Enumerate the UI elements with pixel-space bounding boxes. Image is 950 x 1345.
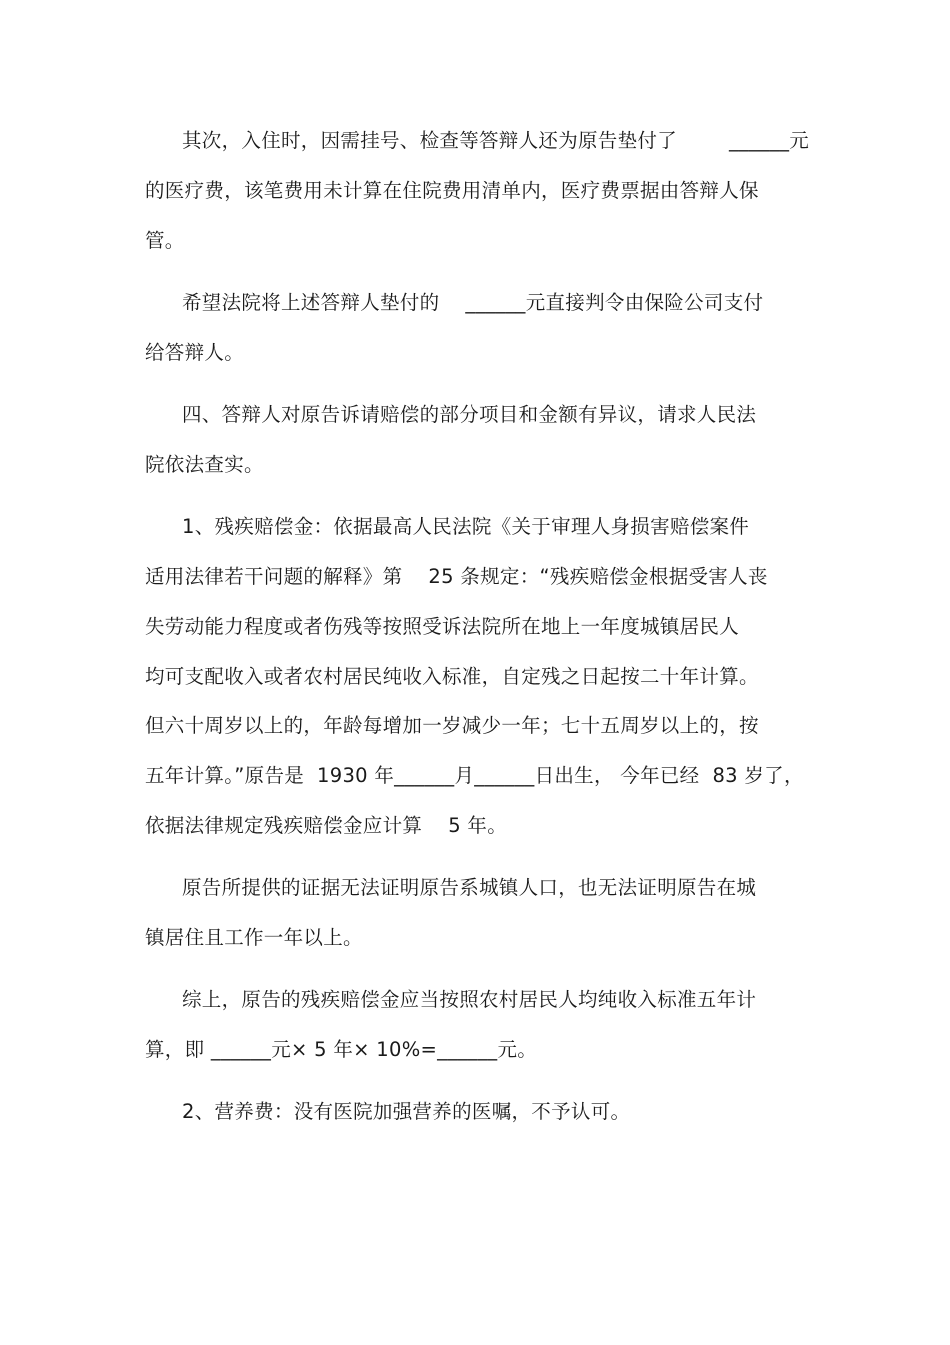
- text-line: 依据法律规定残疾赔偿金应计算 5 年。: [145, 814, 507, 837]
- text-line: 失劳动能力程度或者伤残等按照受诉法院所在地上一年度城镇居民人: [145, 615, 740, 638]
- text-line: 希望法院将上述答辩人垫付的 ______元直接判令由保险公司支付: [182, 291, 764, 314]
- text-line: 综上，原告的残疾赔偿金应当按照农村居民人均纯收入标准五年计: [182, 988, 757, 1011]
- text-line: 镇居住且工作一年以上。: [145, 926, 363, 949]
- text-line: 的医疗费，该笔费用未计算在住院费用清单内，医疗费票据由答辩人保: [145, 179, 759, 202]
- text-line: 算，即 ______元× 5 年× 10%=______元。: [145, 1038, 538, 1061]
- text-line: 2、营养费：没有医院加强营养的医嘱，不予认可。: [182, 1100, 631, 1123]
- text-line: 原告所提供的证据无法证明原告系城镇人口，也无法证明原告在城: [182, 876, 757, 899]
- text-line: 1、残疾赔偿金：依据最高人民法院《关于审理人身损害赔偿案件: [182, 515, 750, 538]
- text-line: 院依法查实。: [145, 453, 264, 476]
- text-line: 其次，入住时，因需挂号、检查等答辩人还为原告垫付了 ______元: [182, 129, 810, 152]
- text-line: 均可支配收入或者农村居民纯收入标准，自定残之日起按二十年计算。: [145, 665, 759, 688]
- text-line: 但六十周岁以上的，年龄每增加一岁减少一年；七十五周岁以上的，按: [145, 714, 759, 737]
- text-line: 给答辩人。: [145, 341, 245, 364]
- text-line: 五年计算。”原告是 1930 年______月______日出生， 今年已经 83 岁了，: [145, 764, 804, 787]
- text-line: 管。: [145, 229, 185, 252]
- text-line: 四、答辩人对原告诉请赔偿的部分项目和金额有异议，请求人民法: [182, 403, 757, 426]
- text-line: 适用法律若干问题的解释》第 25 条规定：“残疾赔偿金根据受害人丧: [145, 565, 768, 588]
